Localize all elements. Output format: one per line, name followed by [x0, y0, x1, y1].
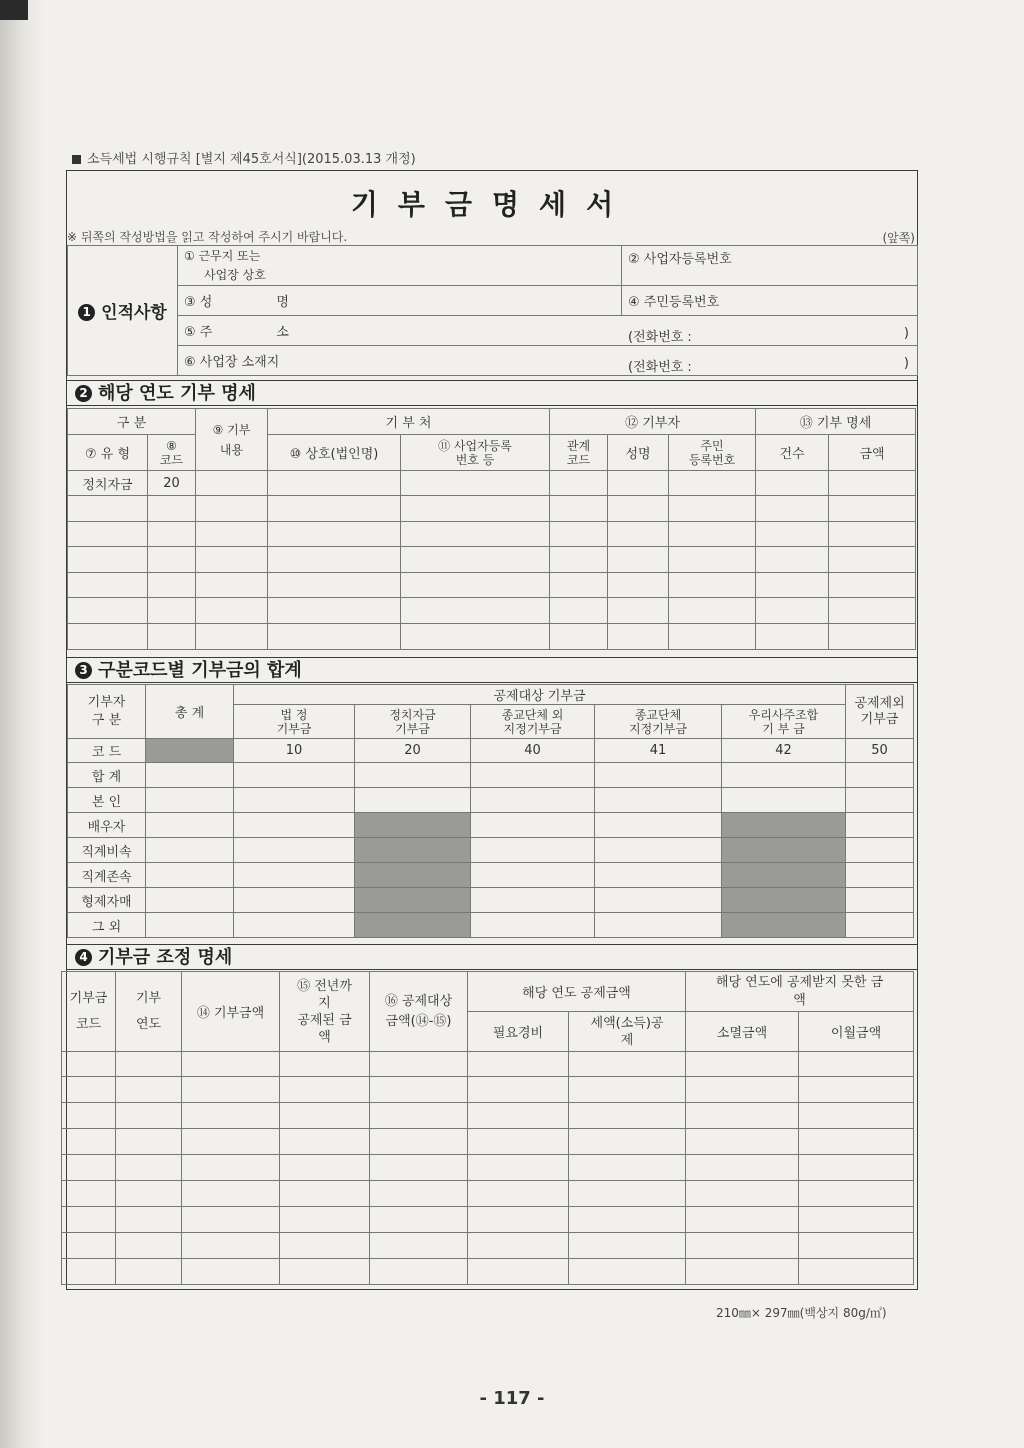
business-location-row: ⑥ 사업장 소재지 (전화번호 : )	[178, 346, 918, 376]
shaded-cell	[355, 863, 471, 888]
code-value: 10	[234, 739, 355, 763]
header-relation-code: 관계 코드	[550, 435, 608, 471]
table-row	[68, 547, 916, 573]
circled-number-icon: 4	[75, 949, 92, 966]
section-1-heading: 1 인적사항	[68, 246, 178, 376]
name-label: ③ 성 명	[178, 286, 622, 316]
table-row	[68, 763, 914, 788]
row-label: 직계비속	[68, 838, 146, 863]
header-deductible: 공제대상 기부금	[234, 685, 846, 705]
donation-detail-table	[67, 408, 916, 650]
row-type: 정치자금	[68, 471, 148, 496]
row-label: 본 인	[68, 788, 146, 813]
table-row	[68, 598, 916, 624]
circled-number-icon: 2	[75, 385, 92, 402]
code-value: 42	[722, 739, 846, 763]
circled-number-icon: 3	[75, 662, 92, 679]
table-row	[68, 863, 914, 888]
header-person-name: 성명	[608, 435, 669, 471]
table-row	[62, 1259, 914, 1285]
table-row	[68, 913, 914, 938]
section-2-heading: 2 해당 연도 기부 명세	[67, 380, 917, 406]
personal-info-table	[67, 245, 918, 376]
shaded-cell	[722, 863, 846, 888]
address-row: ⑤ 주 소 (전화번호 : )	[178, 316, 918, 346]
section-3-heading: 3 구분코드별 기부금의 합계	[67, 657, 917, 683]
table-row	[62, 1181, 914, 1207]
shaded-cell	[146, 739, 234, 763]
circled-number-icon: 1	[78, 304, 95, 321]
shaded-cell	[355, 813, 471, 838]
header-political-donation: 정치자금 기부금	[355, 705, 471, 739]
legal-reference-text: 소득세법 시행규칙 [별지 제45호서식](2015.03.13 개정)	[87, 152, 416, 167]
row-label: 직계존속	[68, 863, 146, 888]
table-row	[68, 888, 914, 913]
code-value: 40	[471, 739, 595, 763]
instructions-note: ※ 뒤쪽의 작성방법을 읽고 작성하여 주시기 바랍니다.	[67, 230, 348, 244]
header-code: ⑧ 코드	[148, 435, 196, 471]
workplace-label: ① 근무지 또는 사업장 상호	[178, 246, 622, 286]
header-company-name: ⑩ 상호(법인명)	[268, 435, 401, 471]
header-employee-stock-union: 우리사주조합 기 부 금	[722, 705, 846, 739]
shaded-cell	[355, 838, 471, 863]
adjustment-detail-table	[61, 971, 914, 1285]
location-phone-label: (전화번호 :	[628, 360, 692, 375]
shaded-cell	[722, 888, 846, 913]
business-reg-no-label: ② 사업자등록번호	[622, 246, 918, 286]
header-type: ⑦ 유 형	[68, 435, 148, 471]
legal-reference	[72, 148, 416, 167]
table-row	[62, 1233, 914, 1259]
header-previously-deducted: ⑮ 전년까 지 공제된 금 액	[280, 972, 370, 1052]
header-deductible-amount: ⑯ 공제대상 금액(⑭-⑮)	[370, 972, 468, 1052]
code-row-label: 코 드	[68, 739, 146, 763]
header-donation-year: 기부 연도	[116, 972, 182, 1052]
row-label: 배우자	[68, 813, 146, 838]
header-donor: ⑫ 기부자	[550, 409, 756, 435]
header-donation-code: 기부금 코드	[62, 972, 116, 1052]
header-business-no: ⑪ 사업자등록 번호 등	[401, 435, 550, 471]
header-religious-designated: 종교단체 지정기부금	[595, 705, 722, 739]
front-page-label: (앞쪽)	[882, 231, 915, 245]
header-necessary-expense: 필요경비	[468, 1012, 569, 1052]
table-row	[62, 1103, 914, 1129]
table-row	[68, 496, 916, 522]
shaded-cell	[722, 913, 846, 938]
header-legal-donation: 법 정 기부금	[234, 705, 355, 739]
header-donee: 기 부 처	[268, 409, 550, 435]
header-tax-credit: 세액(소득)공 제	[569, 1012, 686, 1052]
table-row	[68, 471, 916, 496]
paper-size-note: 210㎜× 297㎜(백상지 80g/㎡)	[716, 1306, 887, 1320]
shaded-cell	[355, 913, 471, 938]
header-carried-over-amount: 이월금액	[799, 1012, 914, 1052]
table-row	[62, 1207, 914, 1233]
header-not-deducted: 해당 연도에 공제받지 못한 금 액	[686, 972, 914, 1012]
row-label: 합 계	[68, 763, 146, 788]
header-donor-category: 기부자 구 분	[68, 685, 146, 739]
header-donation-amount: ⑭ 기부금액	[182, 972, 280, 1052]
table-row	[62, 1155, 914, 1181]
page-binding-mark	[0, 0, 28, 20]
donation-statement-form	[66, 170, 918, 1290]
header-total: 총 계	[146, 685, 234, 739]
table-row	[68, 788, 914, 813]
table-row	[62, 1052, 914, 1077]
resident-reg-no-label: ④ 주민등록번호	[622, 286, 918, 316]
header-excluded: 공제제외 기부금	[846, 685, 914, 739]
table-row	[68, 813, 914, 838]
code-summary-table	[67, 684, 914, 938]
header-non-religious-designated: 종교단체 외 지정기부금	[471, 705, 595, 739]
table-row	[68, 521, 916, 547]
row-label: 형제자매	[68, 888, 146, 913]
header-amount: 금액	[829, 435, 916, 471]
page-number: - 117 -	[479, 1388, 545, 1409]
shaded-cell	[722, 813, 846, 838]
table-row	[68, 623, 916, 649]
shaded-cell	[355, 888, 471, 913]
header-current-year-deduction: 해당 연도 공제금액	[468, 972, 686, 1012]
section-4-heading: 4 기부금 조정 명세	[67, 944, 917, 970]
row-code: 20	[148, 471, 196, 496]
table-row	[62, 1077, 914, 1103]
row-label: 그 외	[68, 913, 146, 938]
header-donation-detail: ⑬ 기부 명세	[756, 409, 916, 435]
header-donation-content: ⑨ 기부 내용	[196, 409, 268, 471]
page-binding-shadow	[0, 0, 44, 1448]
table-row	[68, 838, 914, 863]
table-row	[68, 572, 916, 598]
square-bullet-icon	[72, 155, 81, 164]
header-resident-no: 주민 등록번호	[669, 435, 756, 471]
code-value: 41	[595, 739, 722, 763]
shaded-cell	[722, 838, 846, 863]
table-row	[62, 1129, 914, 1155]
form-title: 기부금명세서	[350, 188, 634, 221]
header-category: 구 분	[68, 409, 196, 435]
code-row	[68, 739, 914, 763]
code-value: 20	[355, 739, 471, 763]
address-phone-label: (전화번호 :	[628, 330, 692, 345]
code-value: 50	[846, 739, 914, 763]
header-count: 건수	[756, 435, 829, 471]
header-lapsed-amount: 소멸금액	[686, 1012, 799, 1052]
